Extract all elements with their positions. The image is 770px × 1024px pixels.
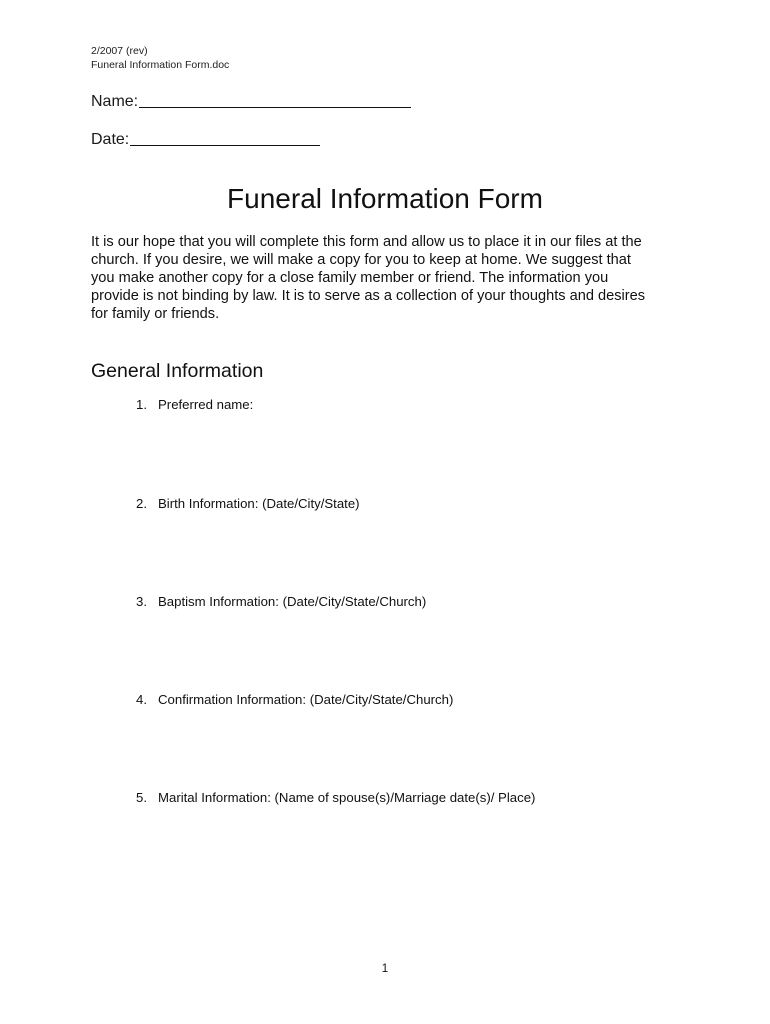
section-heading-general-information: General Information: [91, 360, 264, 382]
question-marital-information: [136, 790, 535, 806]
name-field-row: [91, 92, 411, 112]
question-text: Confirmation Information: (Date/City/State/Church): [158, 692, 454, 707]
intro-line: church. If you desire, we will make a copy for you to keep at home. We suggest that: [91, 252, 631, 268]
question-number: 2.: [136, 496, 147, 511]
date-label: Date:: [91, 131, 130, 148]
name-label: Name:: [91, 93, 139, 110]
question-number: 4.: [136, 692, 147, 707]
question-birth-information: [136, 496, 360, 512]
question-text: Marital Information: (Name of spouse(s)/Marriage date(s)/ Place): [158, 790, 536, 805]
question-number: 1.: [136, 397, 147, 412]
question-number: 3.: [136, 594, 147, 609]
question-text: Birth Information: (Date/City/State): [158, 496, 360, 511]
intro-line: for family or friends.: [91, 306, 220, 322]
question-text: Baptism Information: (Date/City/State/Church): [158, 594, 427, 609]
date-field-row: [91, 130, 320, 150]
answer-area-preferred-name[interactable]: [158, 416, 678, 486]
intro-line: you make another copy for a close family member or friend. The information you: [91, 270, 609, 286]
form-title: Funeral Information Form: [227, 183, 543, 214]
page-number: 1: [381, 963, 389, 975]
document-filename: Funeral Information Form.doc: [91, 59, 230, 71]
answer-area-baptism-information[interactable]: [158, 613, 678, 683]
answer-area-confirmation-information[interactable]: [158, 711, 678, 781]
answer-area-birth-information[interactable]: [158, 515, 678, 585]
question-confirmation-information: [136, 692, 453, 708]
date-input-line[interactable]: [130, 130, 320, 146]
question-preferred-name: [136, 397, 253, 413]
question-baptism-information: [136, 594, 426, 610]
revision-note: 2/2007 (rev): [91, 45, 148, 57]
intro-line: provide is not binding by law. It is to serve as a collection of your thoughts and desires: [91, 288, 646, 304]
intro-paragraph: [91, 233, 645, 323]
answer-area-marital-information[interactable]: [158, 809, 678, 939]
question-text: Preferred name:: [158, 397, 254, 412]
question-number: 5.: [136, 790, 147, 805]
name-input-line[interactable]: [139, 92, 411, 108]
intro-line: It is our hope that you will complete this form and allow us to place it in our files at the: [91, 234, 642, 250]
